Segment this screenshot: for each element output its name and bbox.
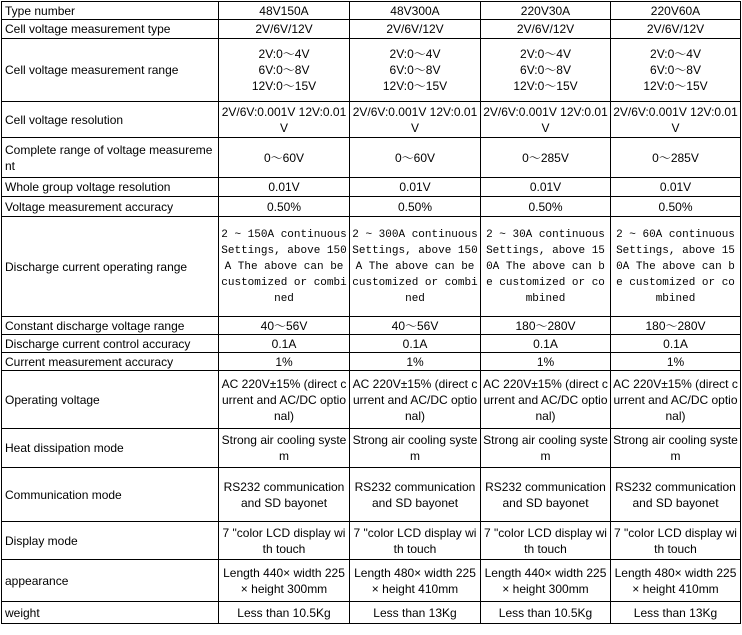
table-cell: 2 ~ 30A continuousSettings, above 150A The above can be customized or combined <box>481 217 611 317</box>
table-row <box>2 39 741 102</box>
table-cell: Length 440× width 225× height 300mm <box>481 560 611 602</box>
table-cell: 2V/6V:0.001V 12V:0.01V <box>350 102 481 138</box>
table-cell: Strong air cooling system <box>481 429 611 468</box>
table-row <box>2 317 741 335</box>
table-cell: 180～280V <box>481 317 611 335</box>
table-cell: 220V60A <box>611 2 741 20</box>
table-cell: RS232 communication and SD bayonet <box>481 468 611 522</box>
table-row <box>2 560 741 602</box>
row-label: Discharge current operating range <box>2 217 219 317</box>
table-cell: 2V/6V/12V <box>481 20 611 39</box>
table-row <box>2 353 741 371</box>
table-row <box>2 335 741 353</box>
row-label: Current measurement accuracy <box>2 353 219 371</box>
table-cell: 0.01V <box>481 178 611 197</box>
table-cell: Length 480× width 225× height 410mm <box>350 560 481 602</box>
row-label: Cell voltage measurement range <box>2 39 219 102</box>
table-cell: 2V/6V:0.001V 12V:0.01V <box>219 102 350 138</box>
table-cell: RS232 communication and SD bayonet <box>611 468 741 522</box>
table-row <box>2 178 741 197</box>
table-cell: 180～280V <box>611 317 741 335</box>
table-cell: 40～56V <box>350 317 481 335</box>
row-label: Voltage measurement accuracy <box>2 197 219 217</box>
table-row <box>2 20 741 39</box>
table-row <box>2 2 741 20</box>
row-label: Discharge current control accuracy <box>2 335 219 353</box>
table-row <box>2 602 741 624</box>
table-cell: RS232 communication and SD bayonet <box>350 468 481 522</box>
row-label: Operating voltage <box>2 371 219 429</box>
table-cell: 2V:0～4V 6V:0～8V 12V:0～15V <box>481 39 611 102</box>
table-cell: AC 220V±15% (direct current and AC/DC optional) <box>611 371 741 429</box>
row-label: Whole group voltage resolution <box>2 178 219 197</box>
row-label: Display mode <box>2 522 219 560</box>
table-cell: Less than 10.5Kg <box>481 602 611 624</box>
table-cell: 0～285V <box>611 138 741 178</box>
row-label: weight <box>2 602 219 624</box>
table-cell: 2 ~ 300A continuousSettings, above 150A The above can be customized or combined <box>350 217 481 317</box>
table-cell: 0.01V <box>611 178 741 197</box>
table-cell: 7 "color LCD display with touch <box>219 522 350 560</box>
table-cell: Less than 10.5Kg <box>219 602 350 624</box>
table-row <box>2 429 741 468</box>
row-label: Complete range of voltage measurement <box>2 138 219 178</box>
table-cell: 0.50% <box>481 197 611 217</box>
table-cell: 2V:0～4V 6V:0～8V 12V:0～15V <box>219 39 350 102</box>
table-cell: RS232 communication and SD bayonet <box>219 468 350 522</box>
row-label: Type number <box>2 2 219 20</box>
table-cell: Strong air cooling system <box>350 429 481 468</box>
table-cell: 2V/6V:0.001V 12V:0.01V <box>611 102 741 138</box>
table-cell: 0～60V <box>219 138 350 178</box>
table-row <box>2 102 741 138</box>
table-cell: 7 "color LCD display with touch <box>350 522 481 560</box>
table-cell: 48V150A <box>219 2 350 20</box>
table-cell: Less than 13Kg <box>350 602 481 624</box>
table-cell: 0.50% <box>219 197 350 217</box>
table-cell: Length 440× width 225× height 300mm <box>219 560 350 602</box>
table-row <box>2 371 741 429</box>
table-cell: 1% <box>219 353 350 371</box>
table-cell: Less than 13Kg <box>611 602 741 624</box>
table-cell: 0.50% <box>350 197 481 217</box>
table-cell: Strong air cooling system <box>219 429 350 468</box>
table-cell: 2 ~ 150A continuousSettings, above 150A The above can be customized or combined <box>219 217 350 317</box>
table-cell: AC 220V±15% (direct current and AC/DC optional) <box>481 371 611 429</box>
table-row <box>2 522 741 560</box>
row-label: Heat dissipation mode <box>2 429 219 468</box>
table-cell: 2V/6V/12V <box>219 20 350 39</box>
table-cell: 2V/6V:0.001V 12V:0.01V <box>481 102 611 138</box>
table-cell: 2V:0～4V 6V:0～8V 12V:0～15V <box>611 39 741 102</box>
table-cell: 2V/6V/12V <box>611 20 741 39</box>
table-cell: AC 220V±15% (direct current and AC/DC optional) <box>350 371 481 429</box>
table-cell: 7 "color LCD display with touch <box>481 522 611 560</box>
table-cell: 1% <box>350 353 481 371</box>
table-row <box>2 138 741 178</box>
table-cell: 0.1A <box>219 335 350 353</box>
table-cell: 0.01V <box>350 178 481 197</box>
row-label: appearance <box>2 560 219 602</box>
table-cell: 48V300A <box>350 2 481 20</box>
table-row <box>2 468 741 522</box>
table-cell: 0.50% <box>611 197 741 217</box>
table-cell: 220V30A <box>481 2 611 20</box>
table-cell: Length 480× width 225× height 410mm <box>611 560 741 602</box>
table-cell: 1% <box>481 353 611 371</box>
table-row <box>2 217 741 317</box>
row-label: Cell voltage resolution <box>2 102 219 138</box>
row-label: Constant discharge voltage range <box>2 317 219 335</box>
table-cell: 0.1A <box>350 335 481 353</box>
row-label: Communication mode <box>2 468 219 522</box>
spec-table <box>1 1 741 624</box>
table-cell: Strong air cooling system <box>611 429 741 468</box>
table-row <box>2 197 741 217</box>
table-cell: AC 220V±15% (direct current and AC/DC optional) <box>219 371 350 429</box>
table-cell: 0～285V <box>481 138 611 178</box>
table-cell: 7 "color LCD display with touch <box>611 522 741 560</box>
table-cell: 0.1A <box>481 335 611 353</box>
table-cell: 0～60V <box>350 138 481 178</box>
table-cell: 40～56V <box>219 317 350 335</box>
table-cell: 2V:0～4V 6V:0～8V 12V:0～15V <box>350 39 481 102</box>
table-cell: 1% <box>611 353 741 371</box>
table-cell: 2V/6V/12V <box>350 20 481 39</box>
table-cell: 2 ~ 60A continuousSettings, above 150A The above can be customized or combined <box>611 217 741 317</box>
table-cell: 0.01V <box>219 178 350 197</box>
row-label: Cell voltage measurement type <box>2 20 219 39</box>
table-cell: 0.1A <box>611 335 741 353</box>
